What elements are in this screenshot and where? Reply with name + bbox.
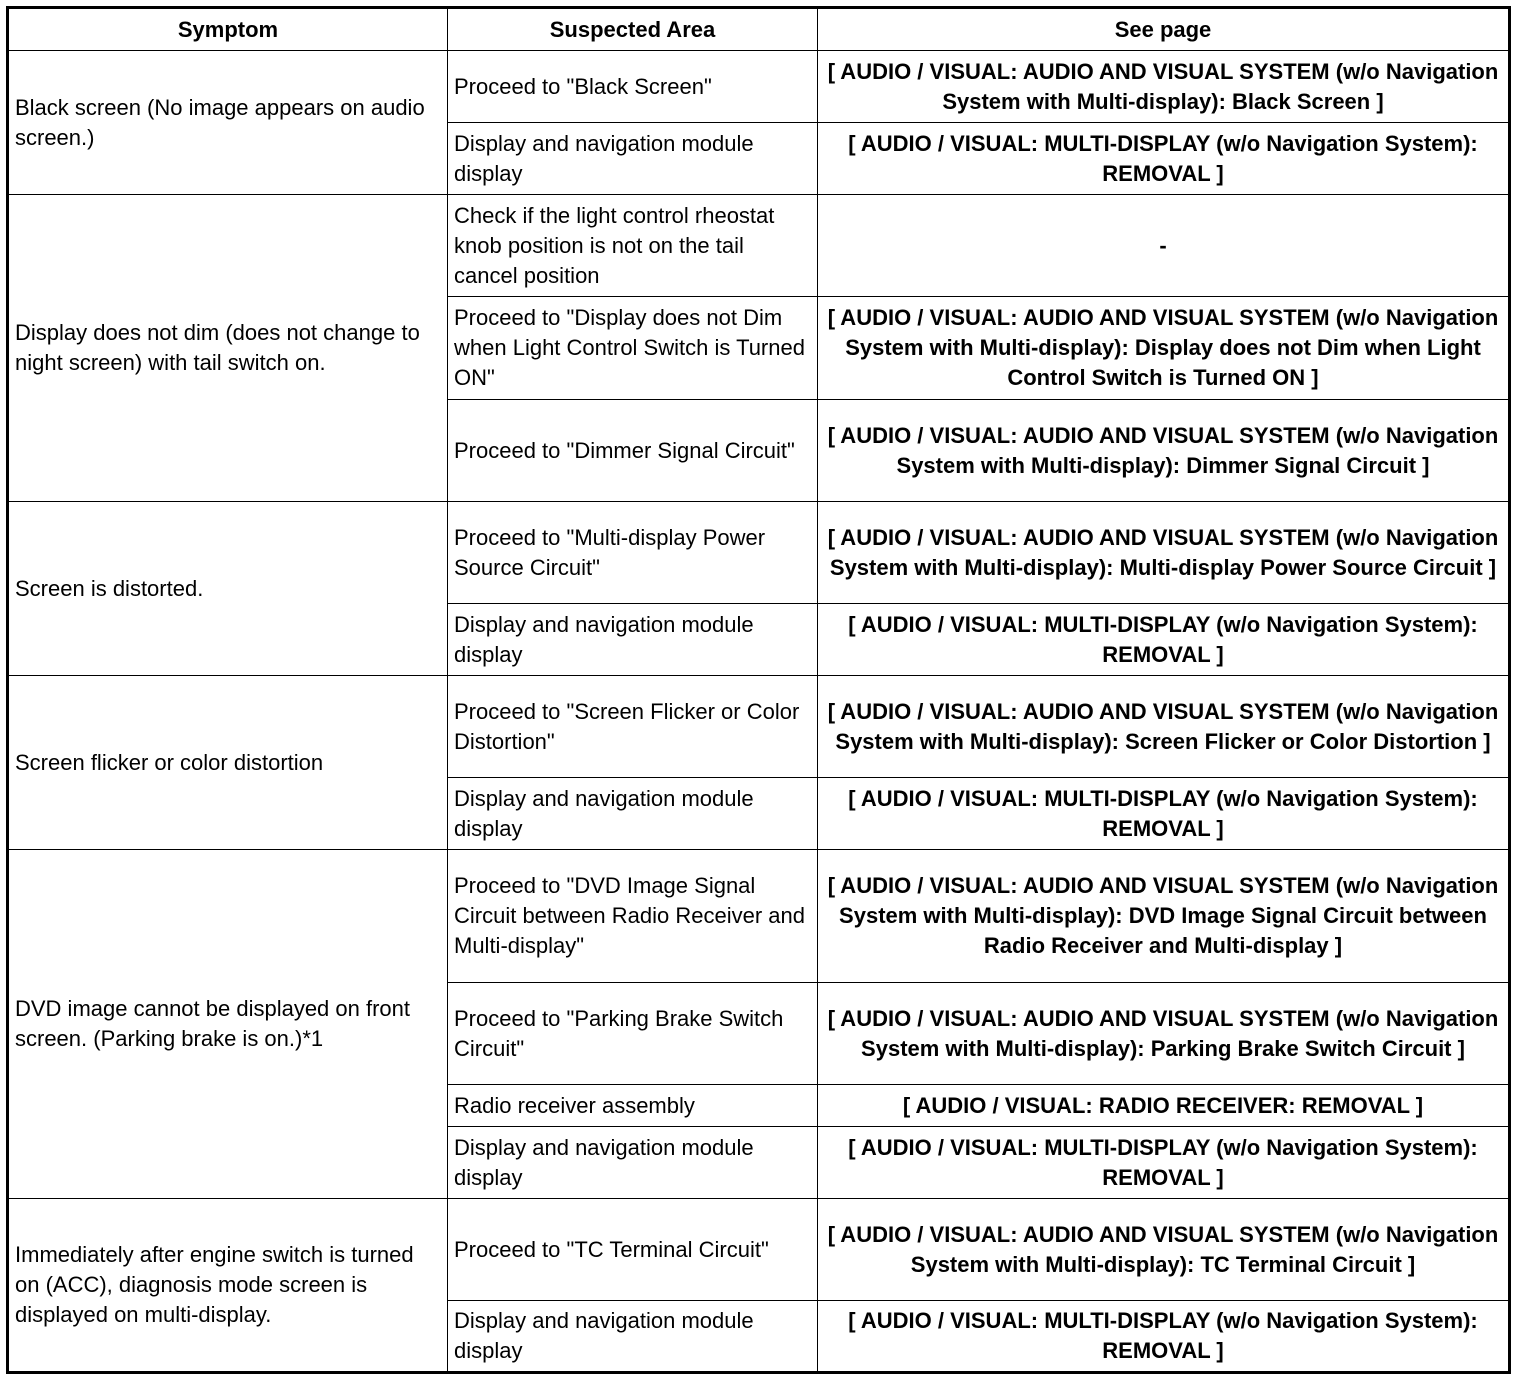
symptom-cell: Display does not dim (does not change to night screen) with tail switch on. — [8, 195, 448, 502]
suspected-area-cell: Display and navigation module display — [448, 1301, 818, 1373]
suspected-area-cell: Proceed to "TC Terminal Circuit" — [448, 1199, 818, 1301]
see-page-cell: [ AUDIO / VISUAL: AUDIO AND VISUAL SYSTEM (w/o Navigation System with Multi-display): Display does not Dim when Light Control Switch is Turned ON ] — [818, 297, 1510, 400]
see-page-cell: - — [818, 195, 1510, 297]
suspected-area-cell: Display and navigation module display — [448, 123, 818, 195]
see-page-cell: [ AUDIO / VISUAL: RADIO RECEIVER: REMOVAL ] — [818, 1085, 1510, 1127]
table-row — [8, 502, 1510, 604]
table-row — [8, 1199, 1510, 1301]
suspected-area-cell: Check if the light control rheostat knob position is not on the tail cancel position — [448, 195, 818, 297]
see-page-cell: [ AUDIO / VISUAL: AUDIO AND VISUAL SYSTEM (w/o Navigation System with Multi-display): Dimmer Signal Circuit ] — [818, 400, 1510, 502]
table-row — [8, 51, 1510, 123]
suspected-area-cell: Proceed to "Screen Flicker or Color Distortion" — [448, 676, 818, 778]
suspected-area-cell: Display and navigation module display — [448, 778, 818, 850]
header-row — [8, 8, 1510, 51]
see-page-cell: [ AUDIO / VISUAL: AUDIO AND VISUAL SYSTEM (w/o Navigation System with Multi-display): TC Terminal Circuit ] — [818, 1199, 1510, 1301]
symptom-cell: Screen flicker or color distortion — [8, 676, 448, 850]
suspected-area-cell: Proceed to "Dimmer Signal Circuit" — [448, 400, 818, 502]
see-page-cell: [ AUDIO / VISUAL: MULTI-DISPLAY (w/o Navigation System): REMOVAL ] — [818, 1301, 1510, 1373]
see-page-cell: [ AUDIO / VISUAL: AUDIO AND VISUAL SYSTEM (w/o Navigation System with Multi-display): DVD Image Signal Circuit between Radio Receiver and Multi-display ] — [818, 850, 1510, 983]
see-page-cell: [ AUDIO / VISUAL: MULTI-DISPLAY (w/o Navigation System): REMOVAL ] — [818, 604, 1510, 676]
header-see-page: See page — [818, 8, 1510, 51]
see-page-cell: [ AUDIO / VISUAL: MULTI-DISPLAY (w/o Navigation System): REMOVAL ] — [818, 1127, 1510, 1199]
suspected-area-cell: Proceed to "Display does not Dim when Light Control Switch is Turned ON" — [448, 297, 818, 400]
table-row — [8, 850, 1510, 983]
suspected-area-cell: Proceed to "Parking Brake Switch Circuit" — [448, 983, 818, 1085]
see-page-cell: [ AUDIO / VISUAL: MULTI-DISPLAY (w/o Navigation System): REMOVAL ] — [818, 123, 1510, 195]
suspected-area-cell: Proceed to "DVD Image Signal Circuit between Radio Receiver and Multi-display" — [448, 850, 818, 983]
symptom-table — [6, 6, 1511, 1374]
symptom-cell: Black screen (No image appears on audio screen.) — [8, 51, 448, 195]
suspected-area-cell: Display and navigation module display — [448, 1127, 818, 1199]
symptom-cell: Screen is distorted. — [8, 502, 448, 676]
suspected-area-cell: Display and navigation module display — [448, 604, 818, 676]
see-page-cell: [ AUDIO / VISUAL: MULTI-DISPLAY (w/o Navigation System): REMOVAL ] — [818, 778, 1510, 850]
see-page-cell: [ AUDIO / VISUAL: AUDIO AND VISUAL SYSTEM (w/o Navigation System with Multi-display): Multi-display Power Source Circuit ] — [818, 502, 1510, 604]
see-page-cell: [ AUDIO / VISUAL: AUDIO AND VISUAL SYSTEM (w/o Navigation System with Multi-display): Parking Brake Switch Circuit ] — [818, 983, 1510, 1085]
header-suspected-area: Suspected Area — [448, 8, 818, 51]
table-row — [8, 195, 1510, 297]
suspected-area-cell: Proceed to "Multi-display Power Source Circuit" — [448, 502, 818, 604]
see-page-cell: [ AUDIO / VISUAL: AUDIO AND VISUAL SYSTEM (w/o Navigation System with Multi-display): Screen Flicker or Color Distortion ] — [818, 676, 1510, 778]
suspected-area-cell: Proceed to "Black Screen" — [448, 51, 818, 123]
see-page-cell: [ AUDIO / VISUAL: AUDIO AND VISUAL SYSTEM (w/o Navigation System with Multi-display): Black Screen ] — [818, 51, 1510, 123]
header-symptom: Symptom — [8, 8, 448, 51]
suspected-area-cell: Radio receiver assembly — [448, 1085, 818, 1127]
symptom-cell: DVD image cannot be displayed on front screen. (Parking brake is on.)*1 — [8, 850, 448, 1199]
table-row — [8, 676, 1510, 778]
symptom-cell: Immediately after engine switch is turned on (ACC), diagnosis mode screen is displayed on multi-display. — [8, 1199, 448, 1373]
